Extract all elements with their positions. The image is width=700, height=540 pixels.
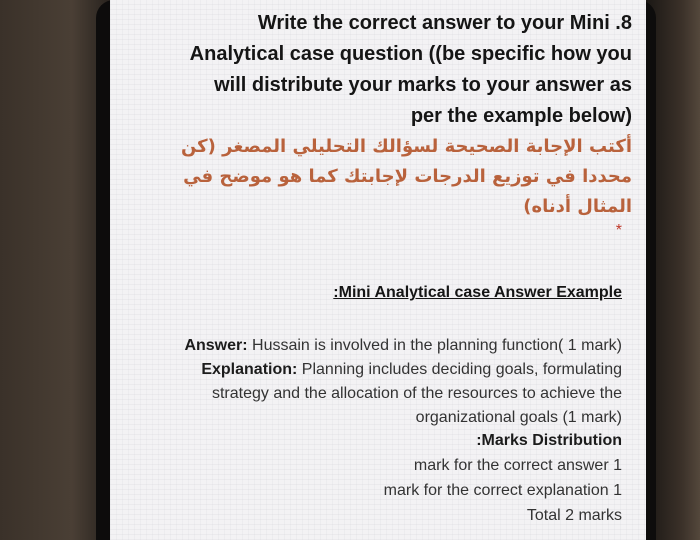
question-arabic: [122, 132, 632, 222]
marks-line: mark for the correct explanation 1: [383, 482, 622, 499]
question-line: Analytical case question ((be specific how you: [189, 43, 632, 65]
marks-distribution: [222, 428, 622, 528]
required-marker: *: [615, 222, 622, 239]
example-title: :Mini Analytical case Answer Example: [333, 284, 622, 301]
arabic-line: المثال أدناه): [523, 196, 632, 217]
phone-screen: [110, 0, 646, 540]
explanation-label: Explanation:: [201, 361, 298, 378]
example-answer-block: [122, 334, 622, 430]
marks-total: Total 2 marks: [526, 507, 622, 524]
question-title: [122, 8, 632, 132]
explanation-cont-line: organizational goals (1 mark): [415, 409, 622, 426]
answer-label: Answer:: [184, 337, 248, 354]
explanation-text: Planning includes deciding goals, formulating: [297, 361, 622, 378]
marks-line: mark for the correct answer 1: [413, 457, 622, 474]
question-line: per the example below): [410, 105, 632, 127]
explanation-line: [122, 358, 622, 382]
answer-text: Hussain is involved in the planning function( 1 mark): [247, 337, 622, 354]
answer-line: [122, 334, 622, 358]
marks-heading: :Marks Distribution: [476, 432, 622, 449]
explanation-cont-line: strategy and the allocation of the resources to achieve the: [211, 385, 622, 402]
question-line: will distribute your marks to your answer as: [214, 74, 632, 96]
question-line: Write the correct answer to your Mini .8: [257, 12, 632, 34]
arabic-line: محددا في توزيع الدرجات لإجابتك كما هو موضح في: [183, 166, 632, 187]
arabic-line: أكتب الإجابة الصحيحة لسؤالك التحليلي المصغر (كن: [180, 136, 632, 157]
